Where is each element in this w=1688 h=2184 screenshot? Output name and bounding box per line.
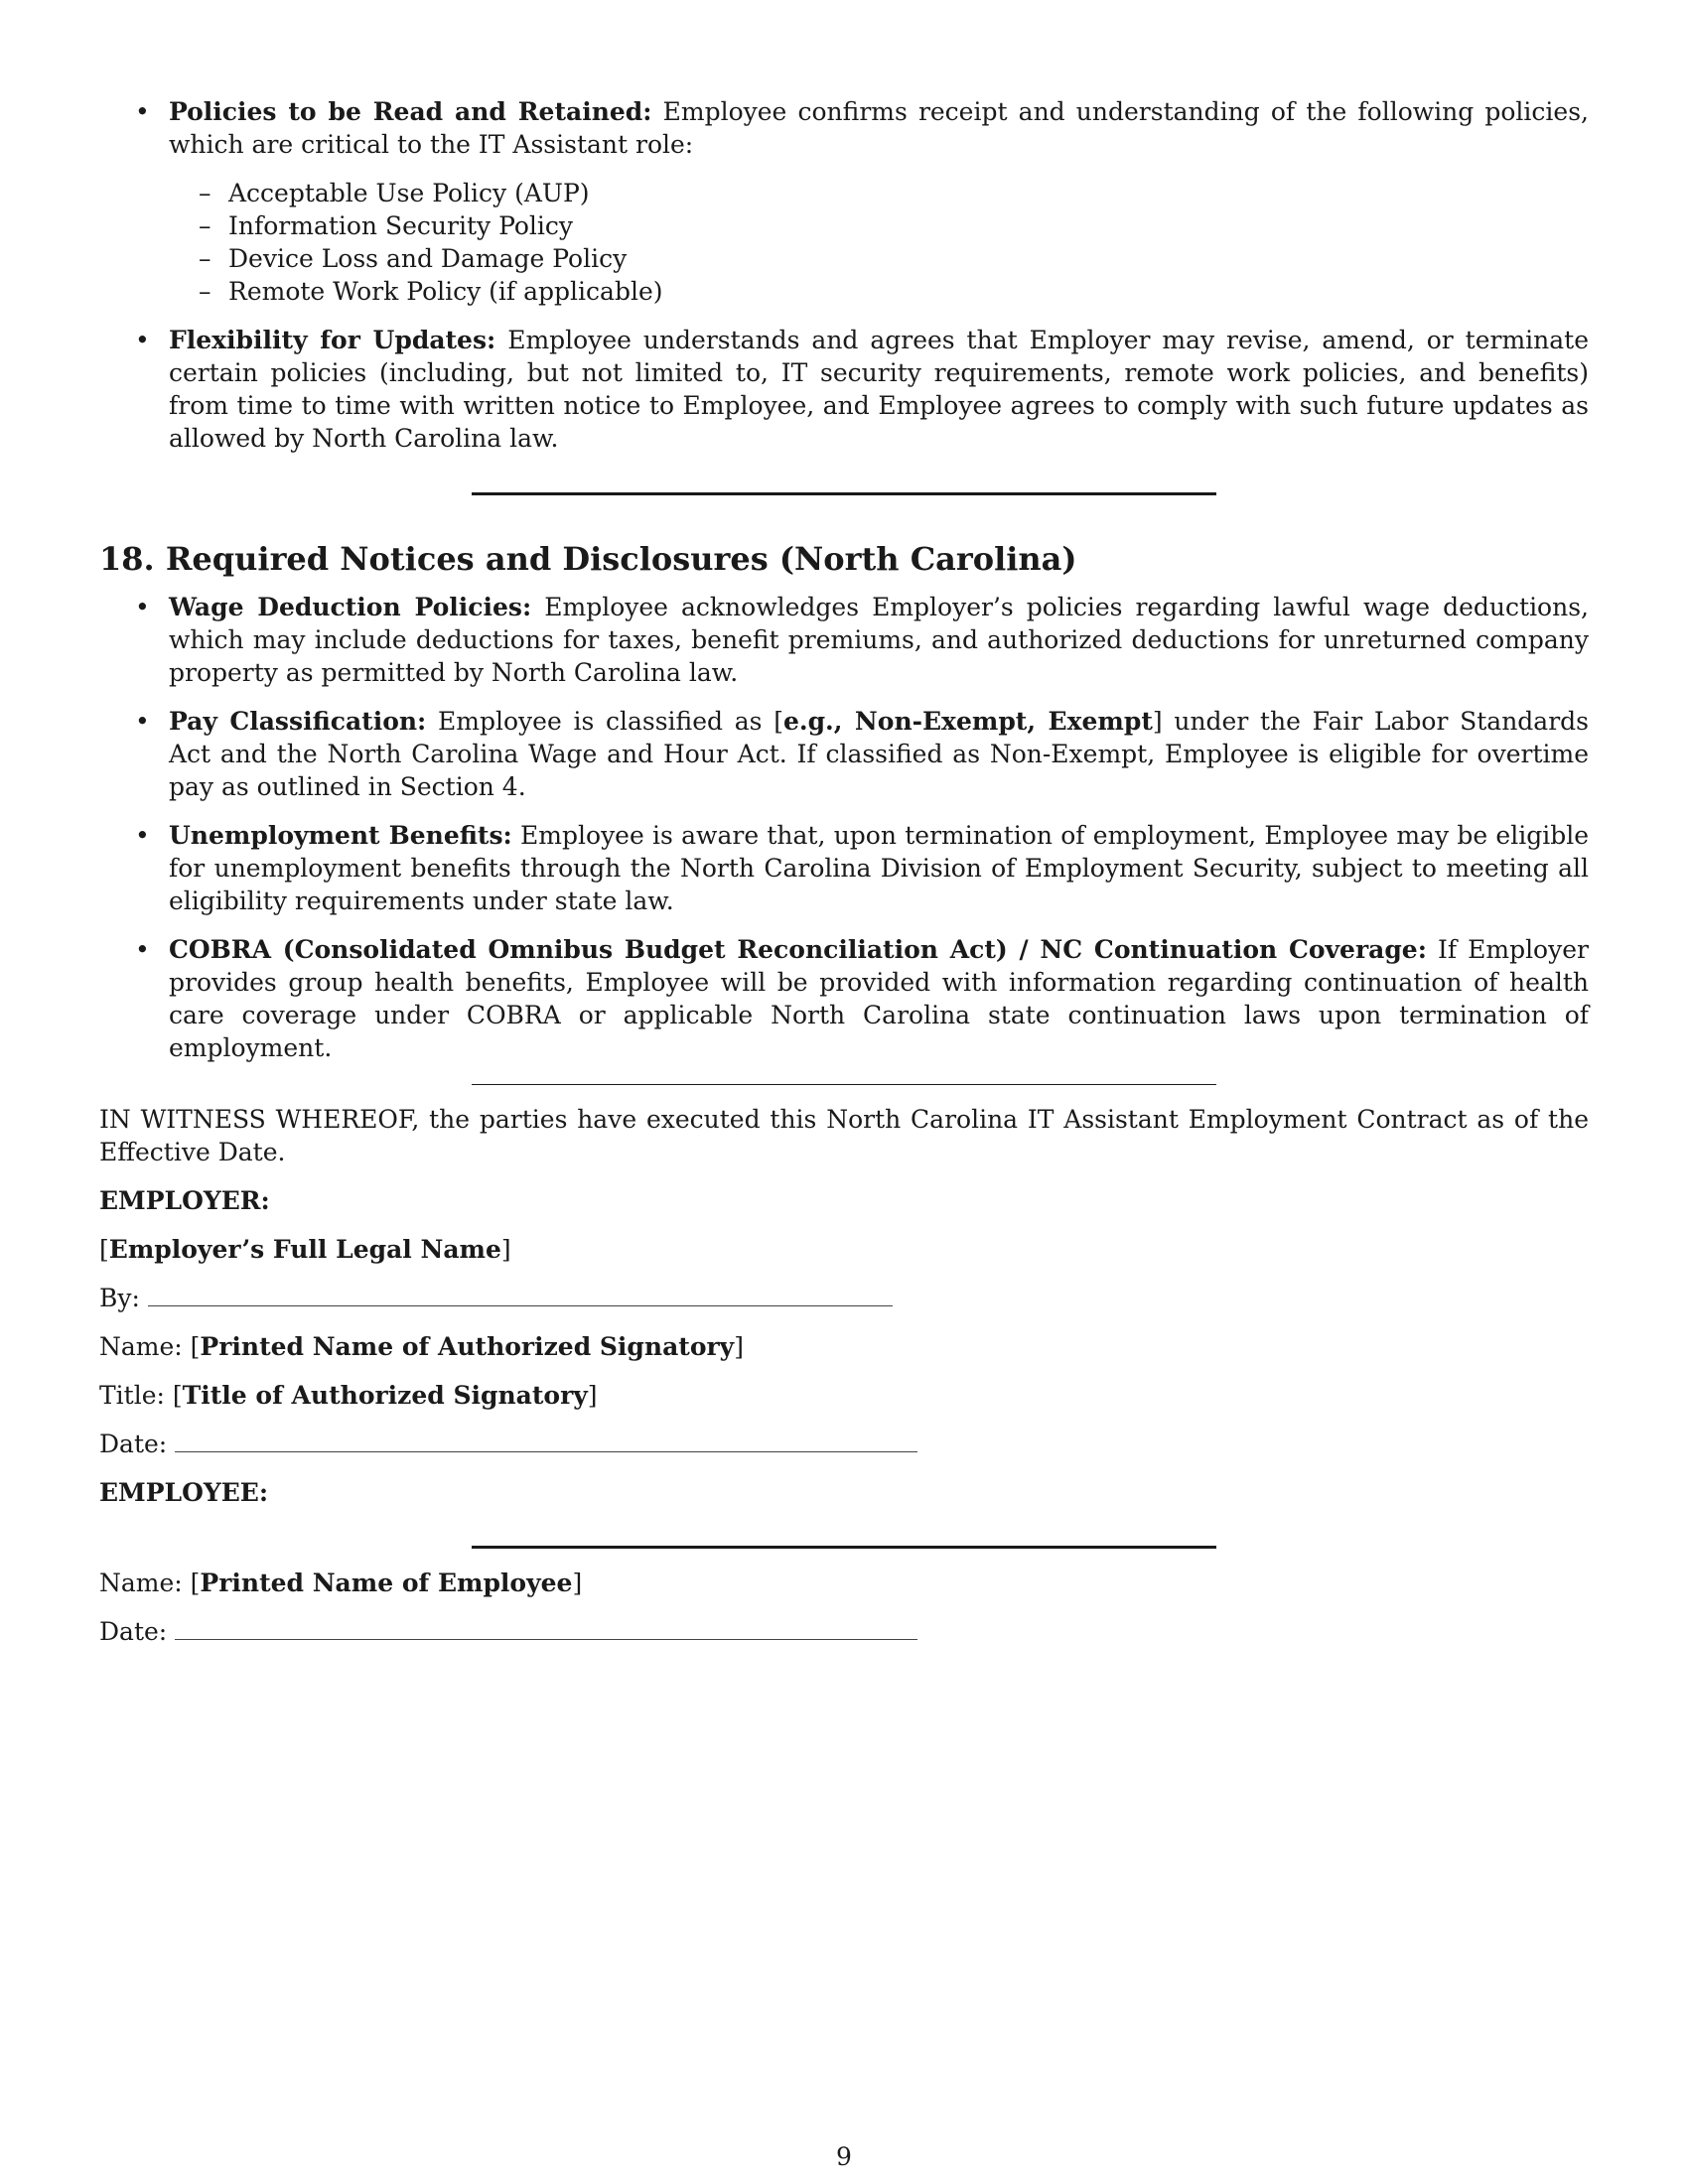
- page-number: 9: [836, 2142, 852, 2171]
- bullet-text: Employee acknowledges Employer’s policies regarding lawful wage deductions, which may include deductions for taxes, benefit premiums, and authorized deductions for unreturned company property as permitted by North Carolina law.: [169, 593, 1589, 687]
- bullet-text: Employee is aware that, upon termination of employment, Employee may be eligible for unemployment benefits through the North Carolina Division of Employment Security, subject to meeting all eligibility requirements under state law.: [169, 821, 1589, 915]
- list-item: [99, 95, 1589, 308]
- notices-bullet-list: [99, 591, 1589, 1064]
- bullet-text: ] under the Fair Labor Standards Act and the North Carolina Wage and Hour Act. If classified as Non-Exempt, Employee is eligible for overtime pay as outlined in Section 4.: [169, 707, 1589, 801]
- list-item: [99, 705, 1589, 803]
- date-line: [175, 1617, 917, 1640]
- employee-heading: EMPLOYEE:: [99, 1478, 269, 1507]
- employee-name-line: Name: [Printed Name of Employee]: [99, 1569, 583, 1597]
- list-item: [99, 324, 1589, 455]
- list-item: [99, 819, 1589, 917]
- page-content: [99, 95, 1589, 1648]
- bullet-text: Employee is classified as [: [426, 707, 783, 736]
- employer-name-line: Name: [Printed Name of Authorized Signatory]: [99, 1332, 744, 1361]
- bullet-label: Unemployment Benefits:: [169, 821, 512, 850]
- bullet-label: Wage Deduction Policies:: [169, 593, 532, 621]
- date-line: [175, 1430, 917, 1452]
- bullet-label: Flexibility for Updates:: [169, 326, 496, 354]
- bullet-text: Employee understands and agrees that Employer may revise, amend, or terminate certain policies (including, but not limited to, IT security requirements, remote work policies, and benefits) from time to time with written notice to Employee, and Employee agrees to comply with such future updates as allowed by North Carolina law.: [169, 326, 1590, 453]
- bullet-label: COBRA (Consolidated Omnibus Budget Reconciliation Act) / NC Continuation Coverage:: [169, 935, 1427, 964]
- policy-bullet-list: [99, 95, 1589, 455]
- employer-heading: EMPLOYER:: [99, 1186, 270, 1215]
- signature-line: [148, 1284, 893, 1306]
- policy-sublist: [169, 177, 1589, 308]
- list-item: – Information Security Policy: [169, 209, 1589, 242]
- list-item: [99, 591, 1589, 689]
- employee-date-line: Date:: [99, 1615, 1589, 1648]
- employer-by-line: By:: [99, 1282, 1589, 1314]
- bullet-label: Pay Classification:: [169, 707, 427, 736]
- bullet-text: If Employer provides group health benefits, Employee will be provided with information regarding continuation of health care coverage under COBRA or applicable North Carolina state continuation laws upon termination of employment.: [169, 935, 1589, 1062]
- list-item: – Acceptable Use Policy (AUP): [169, 177, 1589, 209]
- placeholder-text: e.g., Non-Exempt, Exempt: [782, 707, 1153, 736]
- bullet-label: Policies to be Read and Retained:: [169, 97, 652, 126]
- list-item: – Device Loss and Damage Policy: [169, 242, 1589, 275]
- employer-legal-name: [Employer’s Full Legal Name]: [99, 1235, 511, 1264]
- list-item: [99, 933, 1589, 1064]
- bullet-text: Employee confirms receipt and understanding of the following policies, which are critical to the IT Assistant role:: [169, 97, 1589, 159]
- list-item: – Remote Work Policy (if applicable): [169, 275, 1589, 308]
- section-heading: 18. Required Notices and Disclosures (North Carolina): [99, 540, 1077, 578]
- witness-clause: IN WITNESS WHEREOF, the parties have executed this North Carolina IT Assistant Employment Contract as of the Effective Date.: [99, 1105, 1589, 1166]
- employer-date-line: Date:: [99, 1428, 1589, 1460]
- employer-title-line: Title: [Title of Authorized Signatory]: [99, 1381, 598, 1410]
